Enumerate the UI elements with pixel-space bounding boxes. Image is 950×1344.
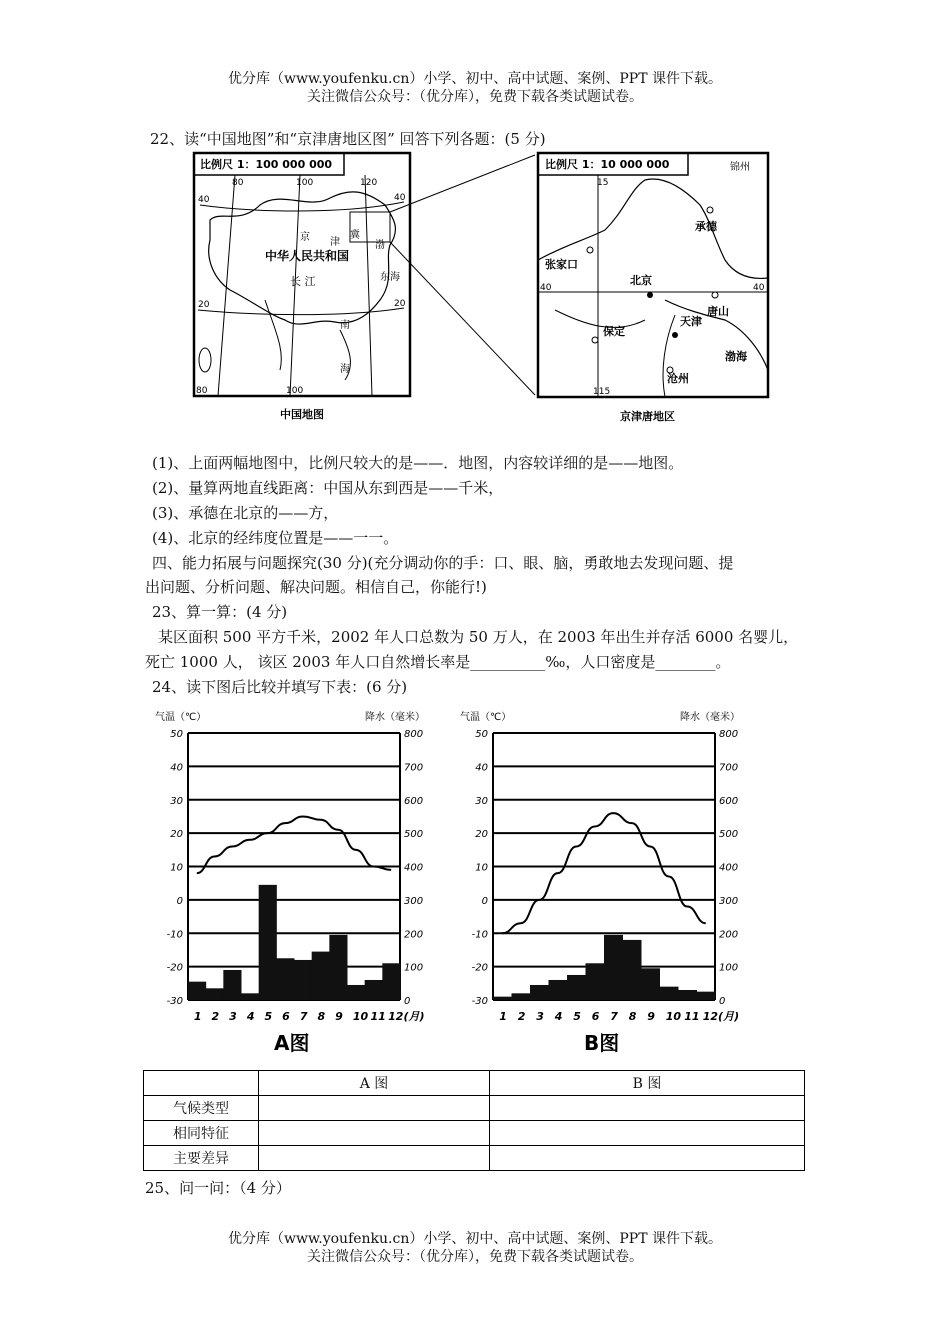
map2-city-beijing: 北京 — [630, 274, 652, 287]
x-tick-label: 8 — [628, 1010, 637, 1023]
map1-lat-40: 40 — [198, 195, 210, 205]
q22-item-3: (3)、承德在北京的——方， — [152, 504, 339, 522]
map1-caption: 中国地图 — [280, 408, 324, 421]
answer-cell-b-1[interactable] — [490, 1096, 805, 1121]
precip-bar-6 — [586, 963, 605, 1000]
precip-bar-10 — [347, 985, 365, 1000]
x-tick-label: 8 — [317, 1010, 326, 1023]
y-tick-label: 20 — [475, 829, 488, 841]
y-tick-label: 30 — [475, 795, 488, 807]
precip-bar-9 — [329, 935, 347, 1000]
temperature-line — [502, 813, 706, 933]
answer-cell-a-2[interactable] — [259, 1121, 490, 1146]
x-tick-label: 11 — [370, 1010, 386, 1023]
y-tick-label: -10 — [471, 929, 488, 941]
x-tick-label: 9 — [647, 1010, 655, 1023]
y2-tick-label: 800 — [719, 729, 739, 740]
row-label-difference: 主要差异 — [144, 1146, 259, 1171]
map1-label-jin: 津 — [330, 237, 340, 248]
precip-bar-6 — [276, 958, 294, 1000]
x-tick-label: 5 — [264, 1010, 273, 1023]
x-tick-label: 9 — [335, 1010, 343, 1023]
zoom-connector — [380, 150, 540, 410]
map2-caption: 京津唐地区 — [620, 410, 675, 423]
climate-chart-b — [455, 700, 755, 1065]
precip-bar-7 — [604, 935, 623, 1000]
question-25-title: 25、问一问：（4 分） — [145, 1179, 291, 1197]
map2-city-cangzhou: 沧州 — [667, 372, 689, 385]
y2-tick-label: 400 — [719, 862, 739, 874]
y2-tick-label: 100 — [719, 962, 739, 974]
y2-tick-label: 200 — [719, 929, 739, 941]
y-tick-label: 40 — [170, 762, 183, 774]
map2-sea: 渤海 — [725, 350, 747, 363]
map2-city-chengde: 承德 — [695, 220, 717, 233]
map1-river: 长 江 — [290, 275, 316, 288]
y2-tick-label: 0 — [404, 996, 411, 1007]
footer-line-2: 关注微信公众号：（优分库），免费下载各类试题试卷。 — [307, 1249, 643, 1265]
map1-label-nan: 南 — [340, 320, 350, 331]
header-line-2: 关注微信公众号：（优分库），免费下载各类试题试卷。 — [307, 89, 643, 105]
map2-city-tianjin: 天津 — [680, 315, 702, 328]
x-tick-label: 4 — [554, 1010, 563, 1023]
y-tick-label: 10 — [475, 862, 488, 874]
comparison-table — [143, 1070, 805, 1171]
precip-bar-7 — [294, 960, 312, 1000]
map1-lon-120: 120 — [360, 178, 378, 188]
map2-scale: 比例尺 1：10 000 000 — [545, 158, 670, 171]
precip-bar-5 — [567, 975, 586, 1000]
map2-lon-15: 15 — [597, 178, 609, 188]
chart-title: A图 — [274, 1031, 310, 1055]
y2-tick-label: 100 — [404, 962, 424, 974]
precip-bar-5 — [259, 885, 277, 1000]
y2-tick-label: 200 — [404, 929, 424, 941]
map2-city-baoding: 保定 — [603, 325, 625, 338]
precip-bar-10 — [660, 987, 679, 1000]
precip-bar-4 — [241, 993, 259, 1000]
precip-bar-8 — [623, 940, 642, 1000]
map2-city-zhangjiakou: 张家口 — [545, 258, 578, 271]
y-tick-label: -20 — [471, 962, 488, 974]
answer-cell-b-3[interactable] — [490, 1146, 805, 1171]
y2-tick-label: 500 — [404, 829, 424, 841]
precip-bar-9 — [641, 968, 660, 1000]
q22-item-4: (4)、北京的经纬度位置是——一一。 — [152, 529, 399, 547]
answer-cell-a-1[interactable] — [259, 1096, 490, 1121]
table-head-a: A 图 — [259, 1071, 490, 1096]
precip-bar-2 — [206, 988, 224, 1000]
x-tick-label: 6 — [591, 1010, 600, 1023]
chart-title: B图 — [584, 1031, 620, 1055]
precip-bar-2 — [512, 993, 531, 1000]
map2-city-tangshan: 唐山 — [707, 305, 729, 318]
x-tick-label: 7 — [610, 1010, 618, 1023]
x-tick-label: 5 — [573, 1010, 581, 1023]
precip-bar-4 — [549, 980, 568, 1000]
q22-item-1: (1)、上面两幅地图中，比例尺较大的是——．地图，内容较详细的是——地图。 — [152, 454, 684, 472]
question-22-title: 22、读“中国地图”和“京津唐地区图” 回答下列各题：(5 分) — [150, 130, 546, 148]
y-axis-label: 气温（℃） — [155, 712, 207, 723]
precip-bar-3 — [223, 970, 241, 1000]
precip-bar-11 — [365, 980, 383, 1000]
y2-tick-label: 300 — [719, 895, 739, 907]
precip-bar-8 — [312, 952, 330, 1000]
x-tick-label: 12(月) — [388, 1010, 425, 1023]
table-head-empty — [144, 1071, 259, 1096]
map2-corner: 锦州 — [730, 162, 750, 173]
precip-bar-12 — [697, 992, 716, 1000]
q23-line-1: 某区面积 500 平方千米，2002 年人口总数为 50 万人，在 2003 年出生并存活 6000 名婴儿， — [158, 628, 799, 646]
map1-lat-20-right: 20 — [394, 299, 406, 309]
y2-tick-label: 600 — [404, 795, 424, 807]
x-tick-label: 7 — [299, 1010, 308, 1023]
y2-tick-label: 600 — [719, 795, 739, 807]
x-tick-label: 3 — [536, 1010, 544, 1023]
y-tick-label: -30 — [166, 996, 183, 1007]
y2-axis-label: 降水（毫米） — [680, 712, 740, 723]
x-tick-label: 1 — [499, 1010, 507, 1023]
precip-bar-3 — [530, 985, 549, 1000]
y-tick-label: 0 — [176, 895, 183, 907]
y-tick-label: -30 — [471, 996, 488, 1007]
x-tick-label: 1 — [193, 1010, 202, 1023]
y-tick-label: 40 — [475, 762, 488, 774]
table-row — [144, 1096, 805, 1121]
x-tick-label: 2 — [517, 1010, 526, 1023]
map1-label-jing: 京 — [300, 232, 310, 243]
map1-lon-80: 80 — [232, 178, 244, 188]
y-tick-label: -20 — [166, 962, 183, 974]
q23-line-2: 死亡 1000 人， 该区 2003 年人口自然增长率是__________‰，人口密度是________。 — [145, 653, 731, 671]
map1-lon-100-bottom: 100 — [286, 386, 304, 396]
map1-lon-100: 100 — [296, 178, 314, 188]
y-axis-label: 气温（℃） — [460, 712, 512, 723]
jingjintang-map — [535, 150, 775, 430]
map1-label-donghai: 东海 — [380, 272, 400, 283]
map1-lat-40-right: 40 — [394, 193, 406, 203]
footer-line-1: 优分库（www.youfenku.cn）小学、初中、高中试题、案例、PPT 课件下载。 — [227, 1231, 722, 1247]
y-tick-label: 50 — [170, 729, 183, 740]
climate-chart-a — [150, 700, 440, 1065]
x-tick-label: 10 — [352, 1010, 369, 1023]
precip-bar-12 — [382, 963, 400, 1000]
map2-lon-115: 115 — [593, 387, 611, 397]
y2-tick-label: 700 — [719, 762, 739, 774]
y2-axis-label: 降水（毫米） — [365, 712, 425, 723]
y-tick-label: 0 — [481, 895, 488, 907]
precip-bar-1 — [493, 997, 512, 1000]
answer-cell-a-3[interactable] — [259, 1146, 490, 1171]
y2-tick-label: 0 — [719, 996, 726, 1007]
map2-lat-40-right: 40 — [753, 283, 765, 293]
y2-tick-label: 400 — [404, 862, 424, 874]
header-line-1: 优分库（www.youfenku.cn）小学、初中、高中试题、案例、PPT 课件下载。 — [227, 71, 722, 87]
y-tick-label: 50 — [475, 729, 488, 740]
precip-bar-1 — [188, 982, 206, 1000]
map1-label-ji: 冀 — [350, 230, 360, 241]
answer-cell-b-2[interactable] — [490, 1121, 805, 1146]
x-tick-label: 10 — [665, 1010, 682, 1023]
temperature-line — [197, 816, 391, 873]
section-4-line-2: 出问题、分析问题、解决问题。相信自己，你能行!) — [145, 578, 487, 596]
table-header-row — [144, 1071, 805, 1096]
map1-lat-20: 20 — [198, 300, 210, 310]
map1-label-bo: 渤 — [375, 240, 385, 251]
table-row — [144, 1146, 805, 1171]
y-tick-label: 10 — [170, 862, 183, 874]
precip-bar-11 — [678, 990, 697, 1000]
table-row — [144, 1121, 805, 1146]
y-tick-label: -10 — [166, 929, 183, 941]
map1-scale: 比例尺 1：100 000 000 — [200, 158, 333, 171]
question-24-title: 24、读下图后比较并填写下表：(6 分) — [152, 678, 408, 696]
x-tick-label: 6 — [282, 1010, 290, 1023]
row-label-climate-type: 气候类型 — [144, 1096, 259, 1121]
section-4-line-1: 四、能力拓展与问题探究(30 分)(充分调动你的手：口、眼、脑，勇敢地去发现问题、提 — [152, 554, 734, 572]
x-tick-label: 2 — [211, 1010, 220, 1023]
table-head-b: B 图 — [490, 1071, 805, 1096]
y2-tick-label: 700 — [404, 762, 424, 774]
x-tick-label: 11 — [684, 1010, 700, 1023]
question-23-title: 23、算一算：(4 分) — [152, 603, 288, 621]
row-label-similarity: 相同特征 — [144, 1121, 259, 1146]
q22-item-2: (2)、量算两地直线距离：中国从东到西是——千米， — [152, 479, 504, 497]
y2-tick-label: 300 — [404, 895, 424, 907]
x-tick-label: 12(月) — [702, 1010, 740, 1023]
x-tick-label: 3 — [229, 1010, 237, 1023]
y2-tick-label: 800 — [404, 729, 424, 740]
y-tick-label: 30 — [170, 795, 183, 807]
map1-label-hai: 海 — [340, 364, 350, 375]
y-tick-label: 20 — [170, 829, 183, 841]
y2-tick-label: 500 — [719, 829, 739, 841]
map2-lat-40: 40 — [540, 283, 552, 293]
map1-country: 中华人民共和国 — [265, 249, 350, 263]
map1-lon-80-bottom: 80 — [196, 386, 208, 396]
x-tick-label: 4 — [246, 1010, 255, 1023]
